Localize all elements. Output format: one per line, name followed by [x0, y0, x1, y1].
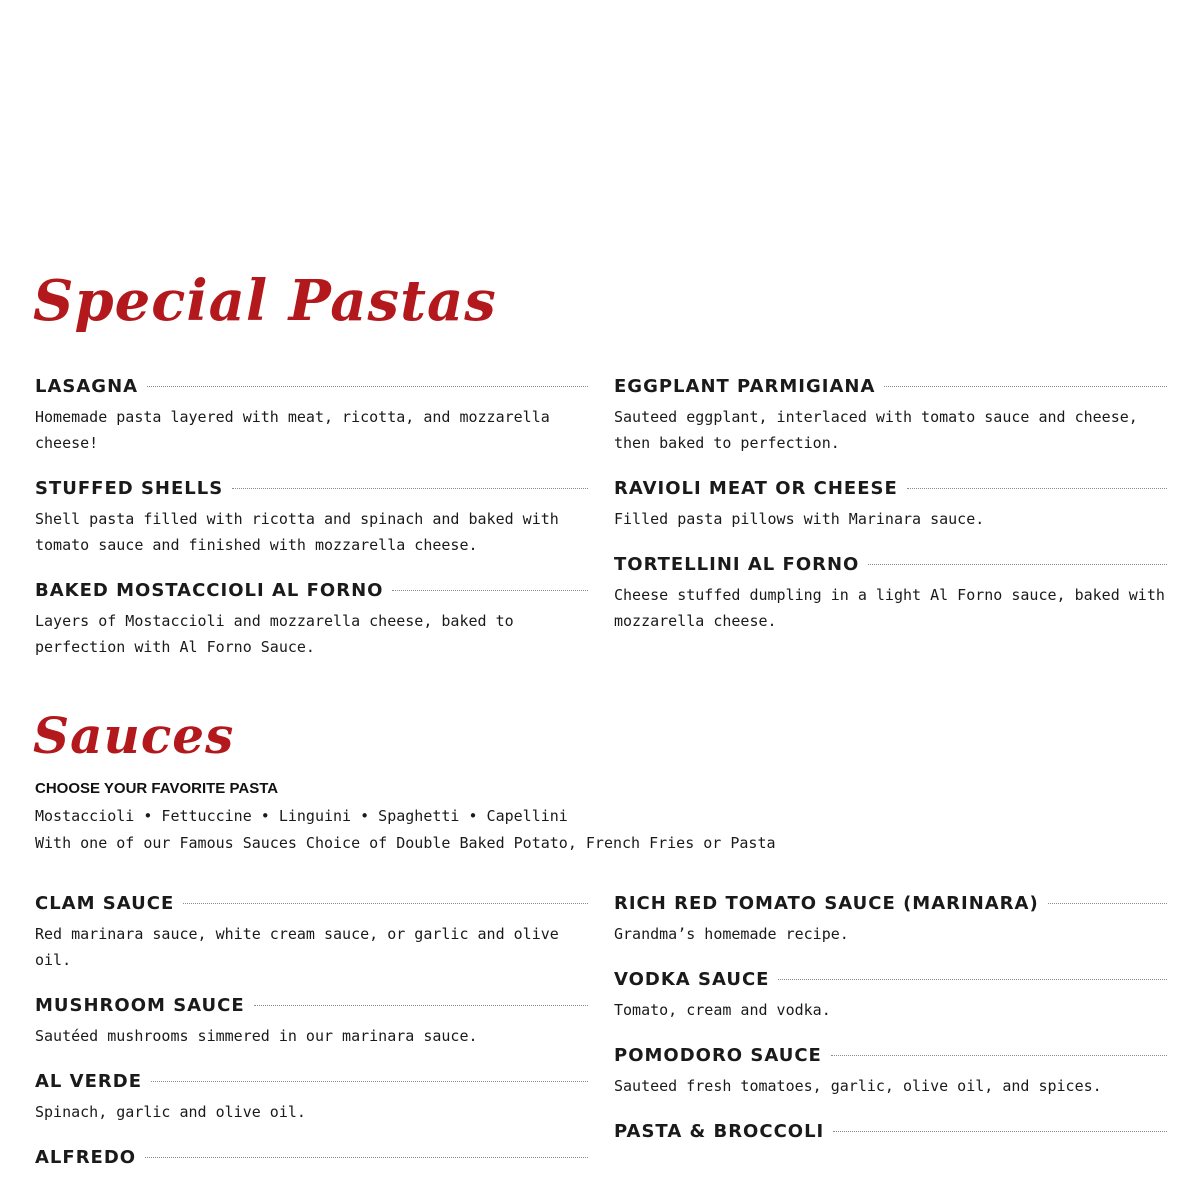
dotted-leader	[831, 1055, 1167, 1056]
menu-item-description: Grandma’s homemade recipe.	[614, 925, 849, 943]
menu-item	[614, 1121, 1167, 1149]
menu-item-description: Layers of Mostaccioli and mozzarella cheese, baked to perfection with Al Forno Sauce.	[35, 612, 514, 656]
menu-item-description: Spinach, garlic and olive oil.	[35, 1103, 306, 1121]
menu-item-name[interactable]: LASAGNA	[35, 376, 139, 397]
menu-item-header	[35, 580, 588, 608]
menu-item	[35, 1071, 588, 1125]
dotted-leader	[392, 590, 588, 591]
menu-item-name[interactable]: PASTA & BROCCOLI	[614, 1121, 825, 1142]
menu-item	[35, 376, 588, 456]
menu-item-description: Homemade pasta layered with meat, ricotta, and mozzarella cheese!	[35, 408, 550, 452]
menu-item-header	[35, 376, 588, 404]
menu-item-name[interactable]: RICH RED TOMATO SAUCE (MARINARA)	[614, 893, 1039, 914]
menu-item	[614, 478, 1167, 532]
menu-item-name[interactable]: VODKA SAUCE	[614, 969, 770, 990]
menu-item-header	[614, 1121, 1167, 1149]
menu-item-description: Sauteed fresh tomatoes, garlic, olive oil, and spices.	[614, 1077, 1102, 1095]
menu-item-header	[35, 995, 588, 1023]
menu-item-description: Tomato, cream and vodka.	[614, 1001, 831, 1019]
dotted-leader	[151, 1081, 588, 1082]
dotted-leader	[254, 1005, 588, 1006]
dotted-leader	[884, 386, 1167, 387]
sauces-title: Sauces	[33, 706, 235, 765]
menu-item-description: Filled pasta pillows with Marinara sauce.	[614, 510, 985, 528]
dotted-leader	[1048, 903, 1167, 904]
menu-item-header	[35, 1071, 588, 1099]
menu-item-description: Sauteed eggplant, interlaced with tomato sauce and cheese, then baked to perfection.	[614, 408, 1138, 452]
sauces-right-column	[614, 893, 1167, 1197]
menu-item-name[interactable]: ALFREDO	[35, 1147, 137, 1168]
menu-item	[614, 376, 1167, 456]
menu-item-header	[614, 893, 1167, 921]
menu-item	[614, 1045, 1167, 1099]
dotted-leader	[833, 1131, 1167, 1132]
sauces-left-column	[35, 893, 588, 1197]
menu-item-name[interactable]: EGGPLANT PARMIGIANA	[614, 376, 876, 397]
dotted-leader	[778, 979, 1167, 980]
menu-item	[35, 893, 588, 973]
menu-item-description: Sautéed mushrooms simmered in our marinara sauce.	[35, 1027, 478, 1045]
dotted-leader	[145, 1157, 588, 1158]
pasta-types-list: Mostaccioli • Fettuccine • Linguini • Spaghetti • Capellini	[35, 807, 568, 825]
sauces-grid	[35, 893, 1167, 1197]
menu-item-name[interactable]: BAKED MOSTACCIOLI AL FORNO	[35, 580, 384, 601]
special-pastas-title: Special Pastas	[33, 268, 497, 334]
menu-item-header	[614, 478, 1167, 506]
menu-item-description: Red marinara sauce, white cream sauce, or garlic and olive oil.	[35, 925, 559, 969]
menu-item-header	[35, 478, 588, 506]
menu-item-header	[614, 1045, 1167, 1073]
dotted-leader	[232, 488, 588, 489]
menu-item-header	[614, 554, 1167, 582]
menu-item	[35, 478, 588, 558]
menu-item	[614, 554, 1167, 634]
menu-item-description: Cheese stuffed dumpling in a light Al Forno sauce, baked with mozzarella cheese.	[614, 586, 1165, 630]
menu-item	[35, 1147, 588, 1175]
menu-item-name[interactable]: POMODORO SAUCE	[614, 1045, 822, 1066]
choose-pasta-heading: CHOOSE YOUR FAVORITE PASTA	[35, 780, 279, 797]
menu-item-header	[614, 376, 1167, 404]
dotted-leader	[147, 386, 588, 387]
dotted-leader	[183, 903, 588, 904]
special-pastas-left-column	[35, 376, 588, 682]
menu-item-name[interactable]: STUFFED SHELLS	[35, 478, 224, 499]
menu-item-header	[35, 893, 588, 921]
sauces-note: With one of our Famous Sauces Choice of Double Baked Potato, French Fries or Pasta	[35, 834, 776, 852]
menu-item-name[interactable]: TORTELLINI AL FORNO	[614, 554, 860, 575]
dotted-leader	[907, 488, 1167, 489]
menu-item-header	[614, 969, 1167, 997]
special-pastas-grid	[35, 376, 1167, 682]
menu-item-description: Shell pasta filled with ricotta and spinach and baked with tomato sauce and finished with mozzarella cheese.	[35, 510, 559, 554]
menu-item	[35, 995, 588, 1049]
dotted-leader	[868, 564, 1167, 565]
menu-item-name[interactable]: MUSHROOM SAUCE	[35, 995, 245, 1016]
menu-item-header	[35, 1147, 588, 1175]
special-pastas-right-column	[614, 376, 1167, 682]
menu-item-name[interactable]: CLAM SAUCE	[35, 893, 175, 914]
menu-item	[614, 893, 1167, 947]
menu-item-name[interactable]: RAVIOLI MEAT OR CHEESE	[614, 478, 898, 499]
menu-item	[35, 580, 588, 660]
menu-item-name[interactable]: AL VERDE	[35, 1071, 142, 1092]
menu-item	[614, 969, 1167, 1023]
